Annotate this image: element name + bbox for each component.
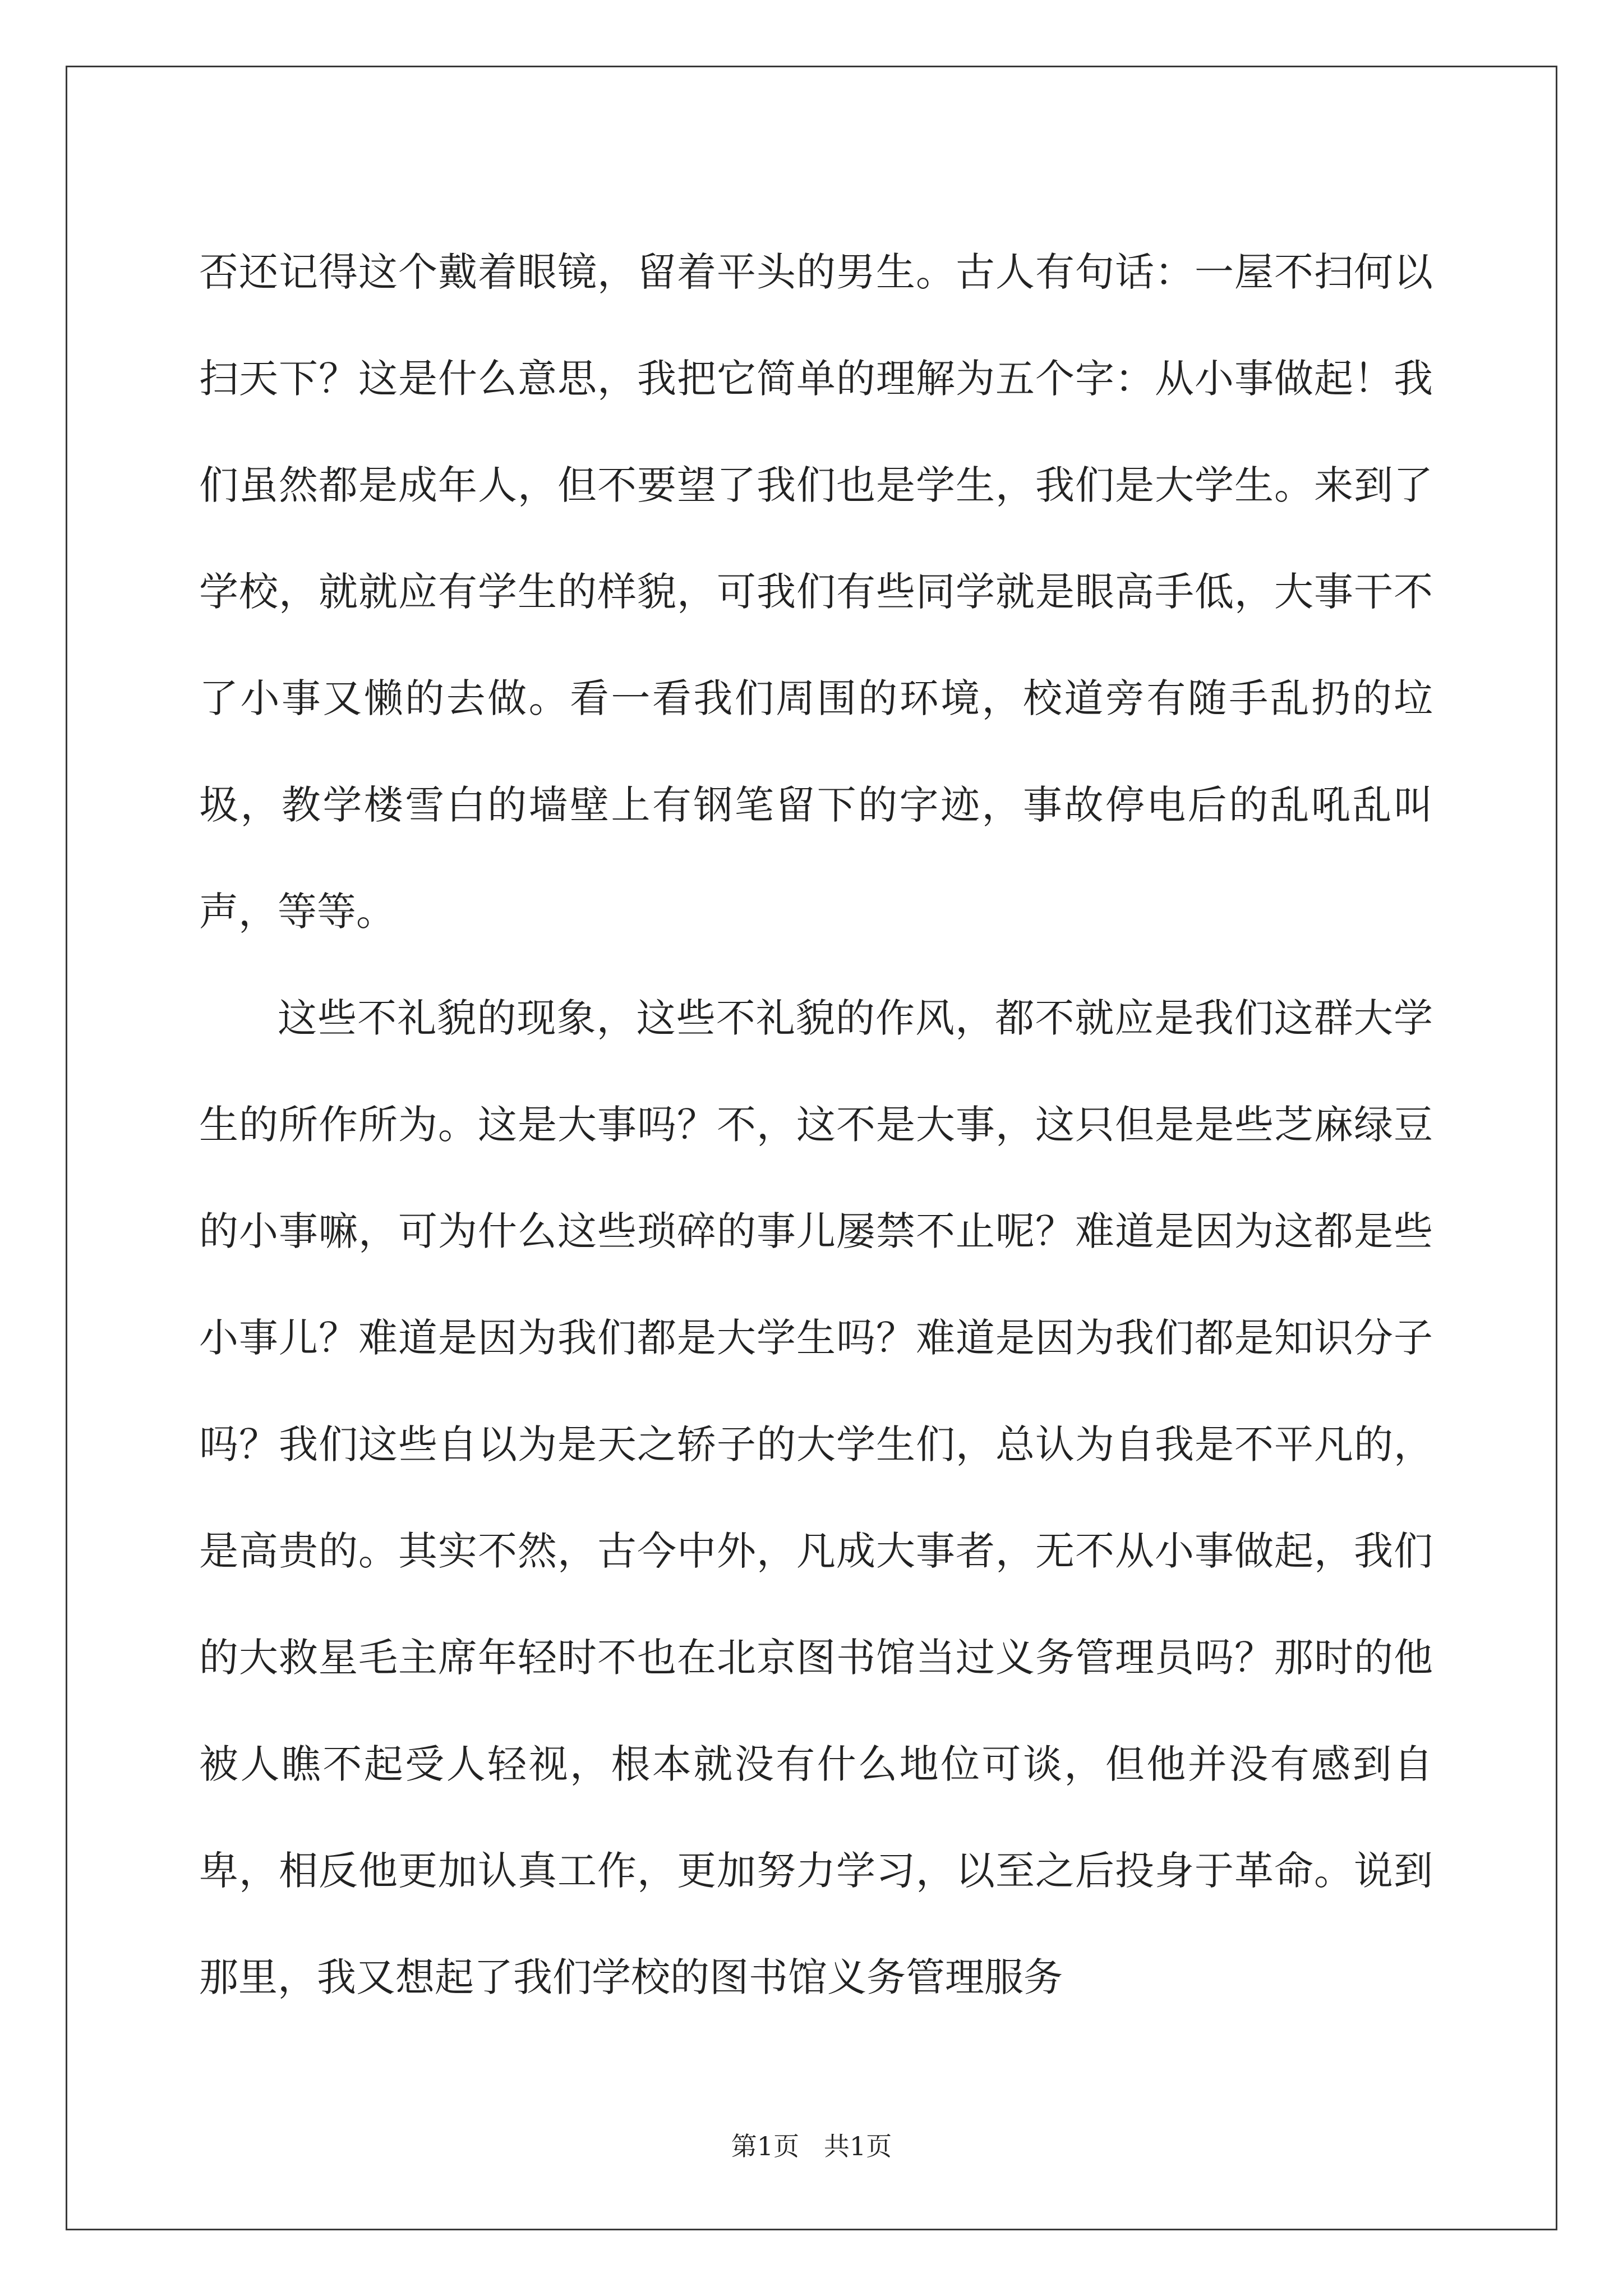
paragraph-2: 这些不礼貌的现象，这些不礼貌的作风，都不就应是我们这群大学生的所作所为。这是大事吗？不，这不是大事，这只但是是些芝麻绿豆的小事嘛，可为什么这些琐碎的事儿屡禁不止呢？难道是因为这都是些小事儿？难道是因为我们都是大学生吗？难道是因为我们都是知识分子吗？我们这些自以为是天之轿子的大学生们，总认为自我是不平凡的，是高贵的。其实不然，古今中外，凡成大事者，无不从小事做起，我们的大救星毛主席年轻时不也在北京图书馆当过义务管理员吗？那时的他被人瞧不起受人轻视，根本就没有什么地位可谈，但他并没有感到自卑，相反他更加认真工作，更加努力学习，以至之后投身于革命。说到那里，我又想起了我们学校的图书馆义务管理服务 — [199, 995, 1433, 2000]
page-number-footer: 第1页 共1页 — [731, 2131, 892, 2161]
document-body — [199, 219, 1433, 2031]
paragraph-1: 否还记得这个戴着眼镜，留着平头的男生。古人有句话：一屋不扫何以扫天下？这是什么意思，我把它简单的理解为五个字：从小事做起！我们虽然都是成年人，但不要望了我们也是学生，我们是大学生。来到了学校，就就应有学生的样貌，可我们有些同学就是眼高手低，大事干不了小事又懒的去做。看一看我们周围的环境，校道旁有随手乱扔的垃圾，教学楼雪白的墙壁上有钢笔留下的字迹，事故停电后的乱吼乱叫声，等等。 — [199, 249, 1433, 935]
